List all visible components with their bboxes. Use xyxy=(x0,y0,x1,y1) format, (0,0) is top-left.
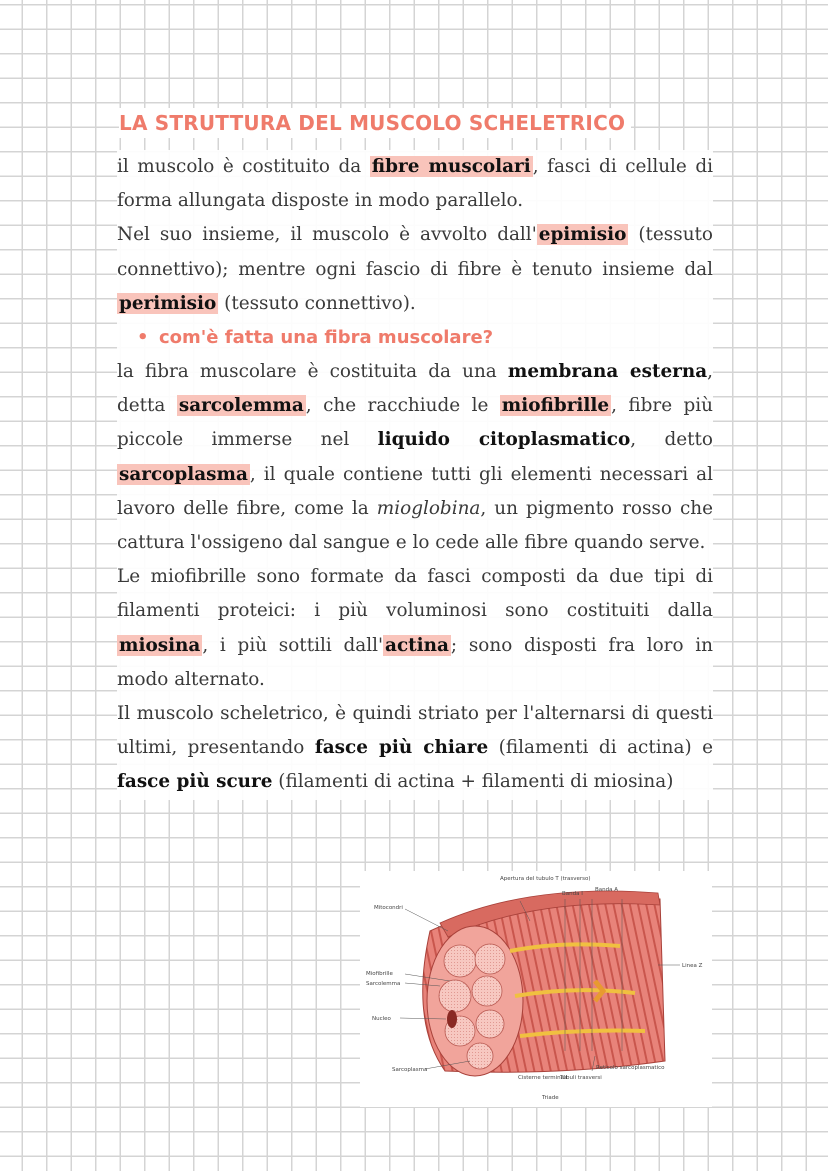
highlight-perimisio: perimisio xyxy=(119,292,217,314)
label-miofibrille: Miofibrille xyxy=(366,971,393,977)
myofibril xyxy=(472,976,502,1006)
text: Il muscolo scheletrico, è quindi striato per l'alternarsi di questi ultimi, presentando xyxy=(117,703,713,759)
document-page xyxy=(117,108,713,800)
paragraph-fibra-muscolare xyxy=(117,355,713,560)
highlight-miosina: miosina xyxy=(119,634,201,656)
italic-mioglobina: mioglobina xyxy=(376,497,481,519)
label-banda-i: Banda I xyxy=(562,891,583,897)
label-apertura: Apertura del tubulo T (trasverso) xyxy=(500,876,591,882)
highlight-fibre-muscolari: fibre muscolari xyxy=(371,156,531,177)
document-title: LA STRUTTURA DEL MUSCOLO SCHELETRICO xyxy=(119,108,631,138)
highlight-actina: actina xyxy=(385,634,449,656)
label-nucleo: Nucleo xyxy=(372,1016,391,1022)
highlight-miofibrille: miofibrille xyxy=(501,395,610,417)
text: la fibra muscolare è costituita da una xyxy=(117,361,508,383)
text: (tessuto connettivo); mentre ogni fascio di fibre è tenuto insieme dal xyxy=(117,224,713,280)
text: , detto xyxy=(630,429,713,451)
text: il muscolo è costituito da xyxy=(117,156,370,177)
text: Le miofibrille sono formate da fasci composti da due tipi di filamenti proteici: i più voluminosi sono costituiti dalla xyxy=(117,566,713,622)
paragraph-epimisio xyxy=(117,218,713,321)
text: Nel suo insieme, il muscolo è avvolto dall' xyxy=(117,224,537,246)
label-sarcoplasma: Sarcoplasma xyxy=(392,1067,428,1073)
bullet-question xyxy=(117,321,713,355)
text: , che racchiude le xyxy=(305,395,500,417)
text: (tessuto connettivo). xyxy=(218,292,416,314)
text: , fasci di cellule di forma allungata disposte in modo parallelo. xyxy=(117,156,714,212)
paragraph-miofibrille xyxy=(117,560,713,697)
myofibril xyxy=(476,1010,504,1038)
paragraph-striato xyxy=(117,697,713,800)
label-cisterne: Cisterne terminali xyxy=(518,1075,568,1081)
label-mitocondri: Mitocondri xyxy=(374,905,403,911)
myofibril xyxy=(444,945,476,977)
text: (filamenti di actina + filamenti di miosina) xyxy=(272,771,674,793)
bullet-dot-icon: • xyxy=(137,327,149,349)
muscle-fiber-diagram xyxy=(360,871,712,1107)
label-sarcolemma: Sarcolemma xyxy=(366,981,401,987)
myofibril xyxy=(439,980,471,1012)
text: , fibre più piccole immerse nel xyxy=(117,395,714,451)
paragraph-muscle-fibers xyxy=(117,150,713,218)
text: , i più sottili dall' xyxy=(202,634,384,656)
bold-liquido-citoplasmatico: liquido citoplasmatico xyxy=(377,429,631,451)
text: , il quale contiene tutti gli elementi necessari al lavoro delle fibre, come la xyxy=(117,463,713,519)
text: , un pigmento rosso che cattura l'ossigeno dal sangue e lo cede alle fibre quando serve. xyxy=(117,497,713,554)
label-reticolo: Reticolo sarcoplasmatico xyxy=(596,1065,665,1071)
label-triade: Triade xyxy=(542,1095,559,1101)
label-banda-a: Banda A xyxy=(595,887,619,893)
myofibril xyxy=(467,1043,493,1069)
text: (filamenti di actina) e xyxy=(488,737,714,759)
bold-fasce-scure: fasce più scure xyxy=(117,771,273,793)
myofibril xyxy=(475,944,505,974)
highlight-sarcoplasma: sarcoplasma xyxy=(119,463,248,485)
bold-membrana-esterna: membrana esterna xyxy=(507,361,708,383)
label-tubuli: Tubuli trasversi xyxy=(560,1075,602,1081)
bullet-text: com'è fatta una fibra muscolare? xyxy=(159,327,494,349)
highlight-epimisio: epimisio xyxy=(538,224,627,246)
label-linea-z: Linea Z xyxy=(682,963,703,969)
muscle-fiber-illustration xyxy=(360,871,712,1107)
nucleus xyxy=(447,1010,457,1028)
highlight-sarcolemma: sarcolemma xyxy=(178,395,304,417)
text: , detta xyxy=(117,361,713,417)
text: ; sono disposti fra loro in modo alternato. xyxy=(117,634,713,690)
bold-fasce-chiare: fasce più chiare xyxy=(314,737,489,759)
